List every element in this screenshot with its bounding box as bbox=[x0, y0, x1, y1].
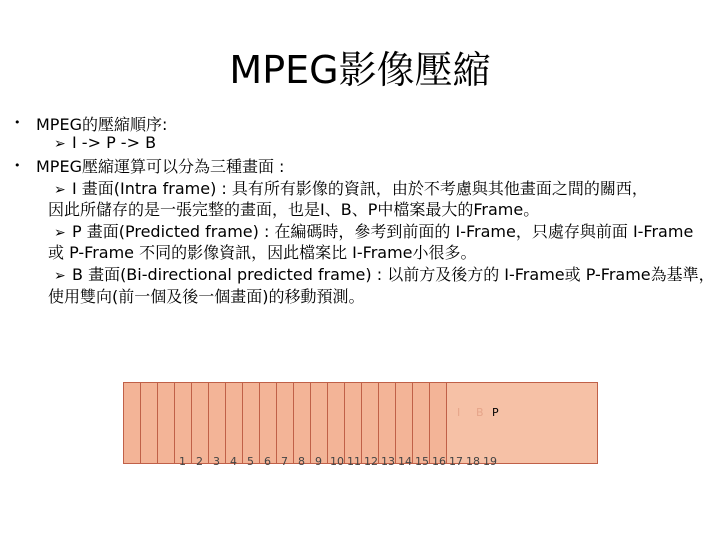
arrow-bullet-icon: ➢ bbox=[54, 136, 66, 152]
frame-cell bbox=[412, 382, 429, 464]
frame-block-large bbox=[446, 382, 598, 464]
frame-number: 6 bbox=[264, 455, 271, 468]
arrow-bullet-icon: ➢ bbox=[54, 225, 66, 241]
p-frame-text-1: P 畫面(Predicted frame) : 在編碼時，參考到前面的 I-Frame，只處存與前面 I-Frame bbox=[72, 222, 694, 241]
frame-number: 9 bbox=[315, 455, 322, 468]
frame-cell bbox=[344, 382, 361, 464]
frame-number: 10 bbox=[330, 455, 344, 468]
frame-cell bbox=[123, 382, 140, 464]
arrow-bullet-icon: ➢ bbox=[54, 182, 66, 198]
frame-number: 11 bbox=[347, 455, 361, 468]
sub-item-p-frame bbox=[54, 219, 693, 242]
frame-cell bbox=[242, 382, 259, 464]
frame-cell bbox=[157, 382, 174, 464]
frame-label-p: P bbox=[492, 406, 499, 419]
frame-cell bbox=[293, 382, 310, 464]
frame-cell bbox=[174, 382, 191, 464]
sub-item-b-frame bbox=[54, 262, 715, 285]
frame-number: 19 bbox=[483, 455, 497, 468]
arrow-bullet-icon: ➢ bbox=[54, 268, 66, 284]
frame-cell bbox=[429, 382, 446, 464]
frame-number: 8 bbox=[298, 455, 305, 468]
frame-number: 3 bbox=[213, 455, 220, 468]
frame-number: 16 bbox=[432, 455, 446, 468]
frame-number: 14 bbox=[398, 455, 412, 468]
frame-number: 7 bbox=[281, 455, 288, 468]
frame-number: 18 bbox=[466, 455, 480, 468]
frame-cell bbox=[395, 382, 412, 464]
slide-title: MPEG影像壓縮 bbox=[229, 48, 491, 92]
frame-cell bbox=[140, 382, 157, 464]
bullet-dot: • bbox=[14, 159, 21, 172]
frame-cell bbox=[361, 382, 378, 464]
frame-cell bbox=[310, 382, 327, 464]
frame-cell bbox=[225, 382, 242, 464]
frame-label-i: I bbox=[457, 406, 461, 419]
frame-number: 2 bbox=[196, 455, 203, 468]
frame-number: 12 bbox=[364, 455, 378, 468]
b-frame-text-2: 使用雙向(前一個及後一個畫面)的移動預測。 bbox=[48, 287, 365, 306]
i-frame-text-2: 因此所儲存的是一張完整的畫面，也是I、B、P中檔案最大的Frame。 bbox=[48, 200, 540, 219]
frame-label-b: B bbox=[476, 406, 484, 419]
frame-cell bbox=[191, 382, 208, 464]
frame-number: 4 bbox=[230, 455, 237, 468]
frame-cell bbox=[259, 382, 276, 464]
frame-number: 17 bbox=[449, 455, 463, 468]
frame-number: 13 bbox=[381, 455, 395, 468]
frame-cell bbox=[378, 382, 395, 464]
frame-number: 15 bbox=[415, 455, 429, 468]
bullet-frame-types: MPEG壓縮運算可以分為三種畫面 : bbox=[36, 157, 285, 176]
frame-number: 1 bbox=[179, 455, 186, 468]
frame-sequence-diagram bbox=[123, 382, 598, 464]
p-frame-text-2: 或 P-Frame 不同的影像資訊，因此檔案比 I-Frame小很多。 bbox=[48, 243, 477, 262]
i-frame-text-1: I 畫面(Intra frame) : 具有所有影像的資訊，由於不考慮與其他畫面之間的關西， bbox=[72, 179, 648, 198]
bullet-dot: • bbox=[14, 116, 21, 129]
sub-item-order-text: I -> P -> B bbox=[72, 133, 157, 152]
frame-cell bbox=[327, 382, 344, 464]
sub-item-i-frame bbox=[54, 176, 648, 199]
b-frame-text-1: B 畫面(Bi-directional predicted frame) : 以前方及後方的 I-Frame或 P-Frame為基準， bbox=[72, 265, 715, 284]
frame-cell bbox=[208, 382, 225, 464]
sub-item-order bbox=[54, 133, 156, 152]
frame-number: 5 bbox=[247, 455, 254, 468]
frame-cell bbox=[276, 382, 293, 464]
bullet-compression-order: MPEG的壓縮順序: bbox=[36, 115, 168, 134]
